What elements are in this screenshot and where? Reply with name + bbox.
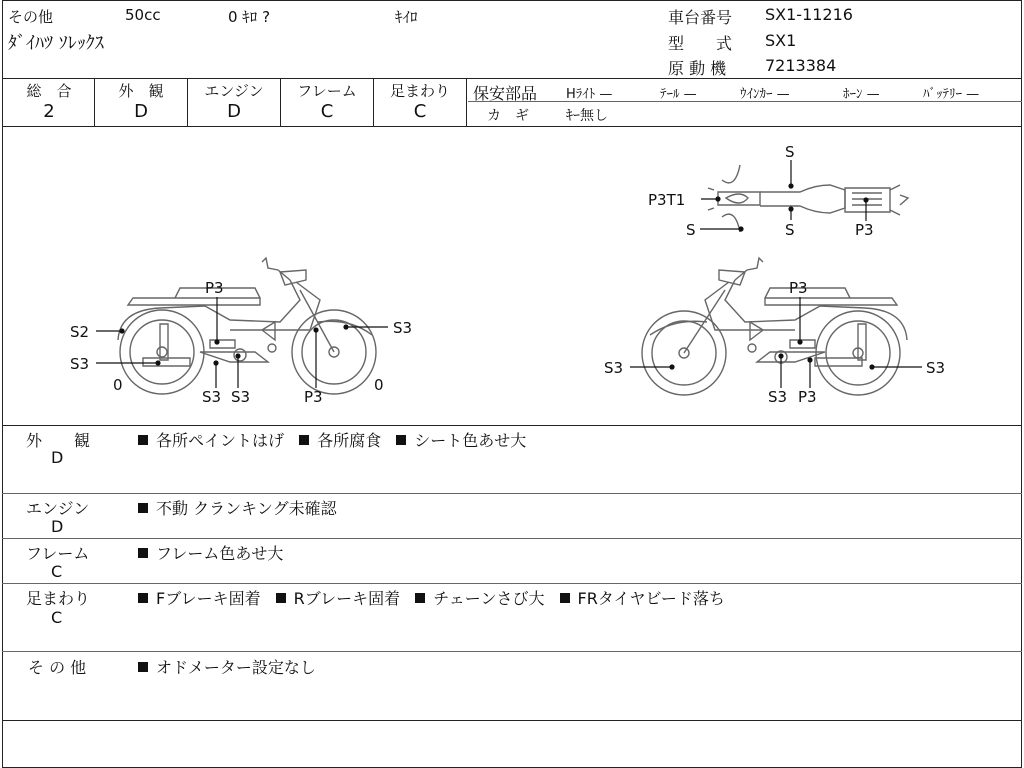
mark-left-s3-side: S3 — [70, 355, 90, 373]
mark-right-s3-bottom: S3 — [768, 388, 788, 406]
note: 不動 クランキング未確認 — [156, 499, 337, 518]
section-divider — [2, 651, 1022, 652]
grade-value-frame: C — [320, 101, 334, 122]
mark-left-s3-b: S3 — [231, 388, 251, 406]
mark-left-zero-b: 0 — [374, 376, 384, 394]
section-engine-grade: D — [51, 517, 64, 536]
frame-no-value: SX1-11216 — [765, 5, 853, 24]
type-value: SX1 — [765, 31, 797, 50]
note: Rブレーキ固着 — [293, 589, 401, 608]
mark-right-p3-bottom: P3 — [798, 388, 817, 406]
note: オドメーター設定なし — [156, 658, 316, 677]
category-text: その他 — [8, 8, 54, 26]
mark-left-p3-top: P3 — [205, 279, 224, 297]
mileage-text: 0 ｷﾛ ? — [228, 8, 271, 26]
safety-item-headlight: Hﾗｲﾄ — — [566, 87, 613, 102]
grade-label-suspension: 足まわり — [389, 82, 450, 100]
bullet-icon — [396, 435, 406, 445]
bullet-icon — [560, 593, 570, 603]
mark-top-s-upper: S — [785, 143, 795, 161]
mark-left-p3-bottom: P3 — [304, 388, 323, 406]
safety-item-tail: ﾃｰﾙ — — [660, 87, 697, 102]
section-bottom — [2, 720, 1022, 721]
grade-label-frame: フレーム — [297, 82, 357, 100]
bullet-icon — [138, 662, 148, 672]
section-engine-notes — [138, 496, 337, 519]
section-other-notes — [138, 655, 316, 678]
section-divider — [2, 538, 1022, 539]
note: Fブレーキ固着 — [156, 589, 261, 608]
safety-item-winker: ｳｲﾝｶｰ — — [740, 87, 790, 102]
color-text: ｷｲﾛ — [395, 8, 418, 26]
bullet-icon — [138, 593, 148, 603]
section-suspension-label: 足まわり — [26, 589, 91, 608]
section-exterior-grade: D — [51, 448, 64, 467]
grade-value-engine: D — [227, 101, 241, 122]
diagram-bottom — [2, 425, 1022, 426]
mark-left-s3-a: S3 — [202, 388, 222, 406]
section-divider — [2, 493, 1022, 494]
motorcycle-left-side-view — [118, 258, 376, 394]
mark-top-s-mid: S — [785, 221, 795, 239]
section-frame-label: フレーム — [26, 544, 90, 563]
section-suspension-notes — [138, 586, 725, 609]
bullet-icon — [276, 593, 286, 603]
grade-label-exterior: 外 観 — [118, 82, 164, 100]
section-frame-grade: C — [51, 562, 63, 581]
note: チェーンさび大 — [433, 589, 545, 608]
mark-top-s-left: S — [686, 221, 696, 239]
frame-no-label: 車台番号 — [668, 8, 733, 27]
bullet-icon — [138, 435, 148, 445]
damage-diagram — [0, 127, 1024, 425]
section-suspension-grade: C — [51, 608, 63, 627]
note: フレーム色あせ大 — [156, 544, 284, 563]
grade-label-overall: 総 合 — [26, 82, 72, 100]
mark-right-s3-left: S3 — [604, 359, 624, 377]
mark-top-p3t1: P3T1 — [648, 191, 686, 209]
mark-top-p3: P3 — [855, 221, 874, 239]
mark-right-s3-right: S3 — [926, 359, 946, 377]
engine-value: 7213384 — [765, 56, 837, 75]
note: FRタイヤビード落ち — [577, 589, 725, 608]
section-frame-notes — [138, 541, 283, 564]
grade-value-suspension: C — [413, 101, 427, 122]
safety-label: 保安部品 — [473, 84, 538, 103]
mark-right-p3-top: P3 — [789, 279, 808, 297]
bullet-icon — [138, 503, 148, 513]
key-value: ｷｰ無し — [566, 108, 608, 124]
motorcycle-top-view — [708, 165, 908, 232]
note: シート色あせ大 — [414, 431, 527, 450]
model-name: ﾀﾞｲﾊﾂ ｿﾚｯｸｽ — [8, 33, 104, 54]
grade-label-engine: エンジン — [204, 82, 264, 100]
mark-left-s3-right: S3 — [393, 319, 413, 337]
mark-left-zero-a: 0 — [113, 376, 123, 394]
header-divider — [2, 78, 1022, 79]
type-label: 型 式 — [668, 34, 733, 53]
section-exterior-notes — [138, 428, 526, 451]
bullet-icon — [415, 593, 425, 603]
note: 各所腐食 — [317, 431, 382, 450]
section-engine-label: エンジン — [26, 499, 90, 518]
key-label: カ ギ — [487, 108, 529, 124]
grade-value-overall: 2 — [43, 101, 55, 122]
engine-label: 原 動 機 — [668, 59, 727, 78]
displacement-text: 50cc — [125, 6, 161, 24]
safety-item-battery: ﾊﾞｯﾃﾘｰ — — [923, 87, 980, 102]
section-divider — [2, 583, 1022, 584]
mark-left-s2: S2 — [70, 323, 90, 341]
grade-divider — [466, 78, 467, 126]
motorcycle-right-side-view — [642, 258, 907, 395]
safety-item-horn: ﾎｰﾝ — — [843, 87, 880, 102]
section-other-label: そ の 他 — [28, 658, 87, 677]
note: 各所ペイントはげ — [156, 431, 285, 450]
grade-value-exterior: D — [134, 101, 148, 122]
bullet-icon — [299, 435, 309, 445]
bullet-icon — [138, 548, 148, 558]
section-exterior-label: 外 観 — [26, 431, 91, 450]
